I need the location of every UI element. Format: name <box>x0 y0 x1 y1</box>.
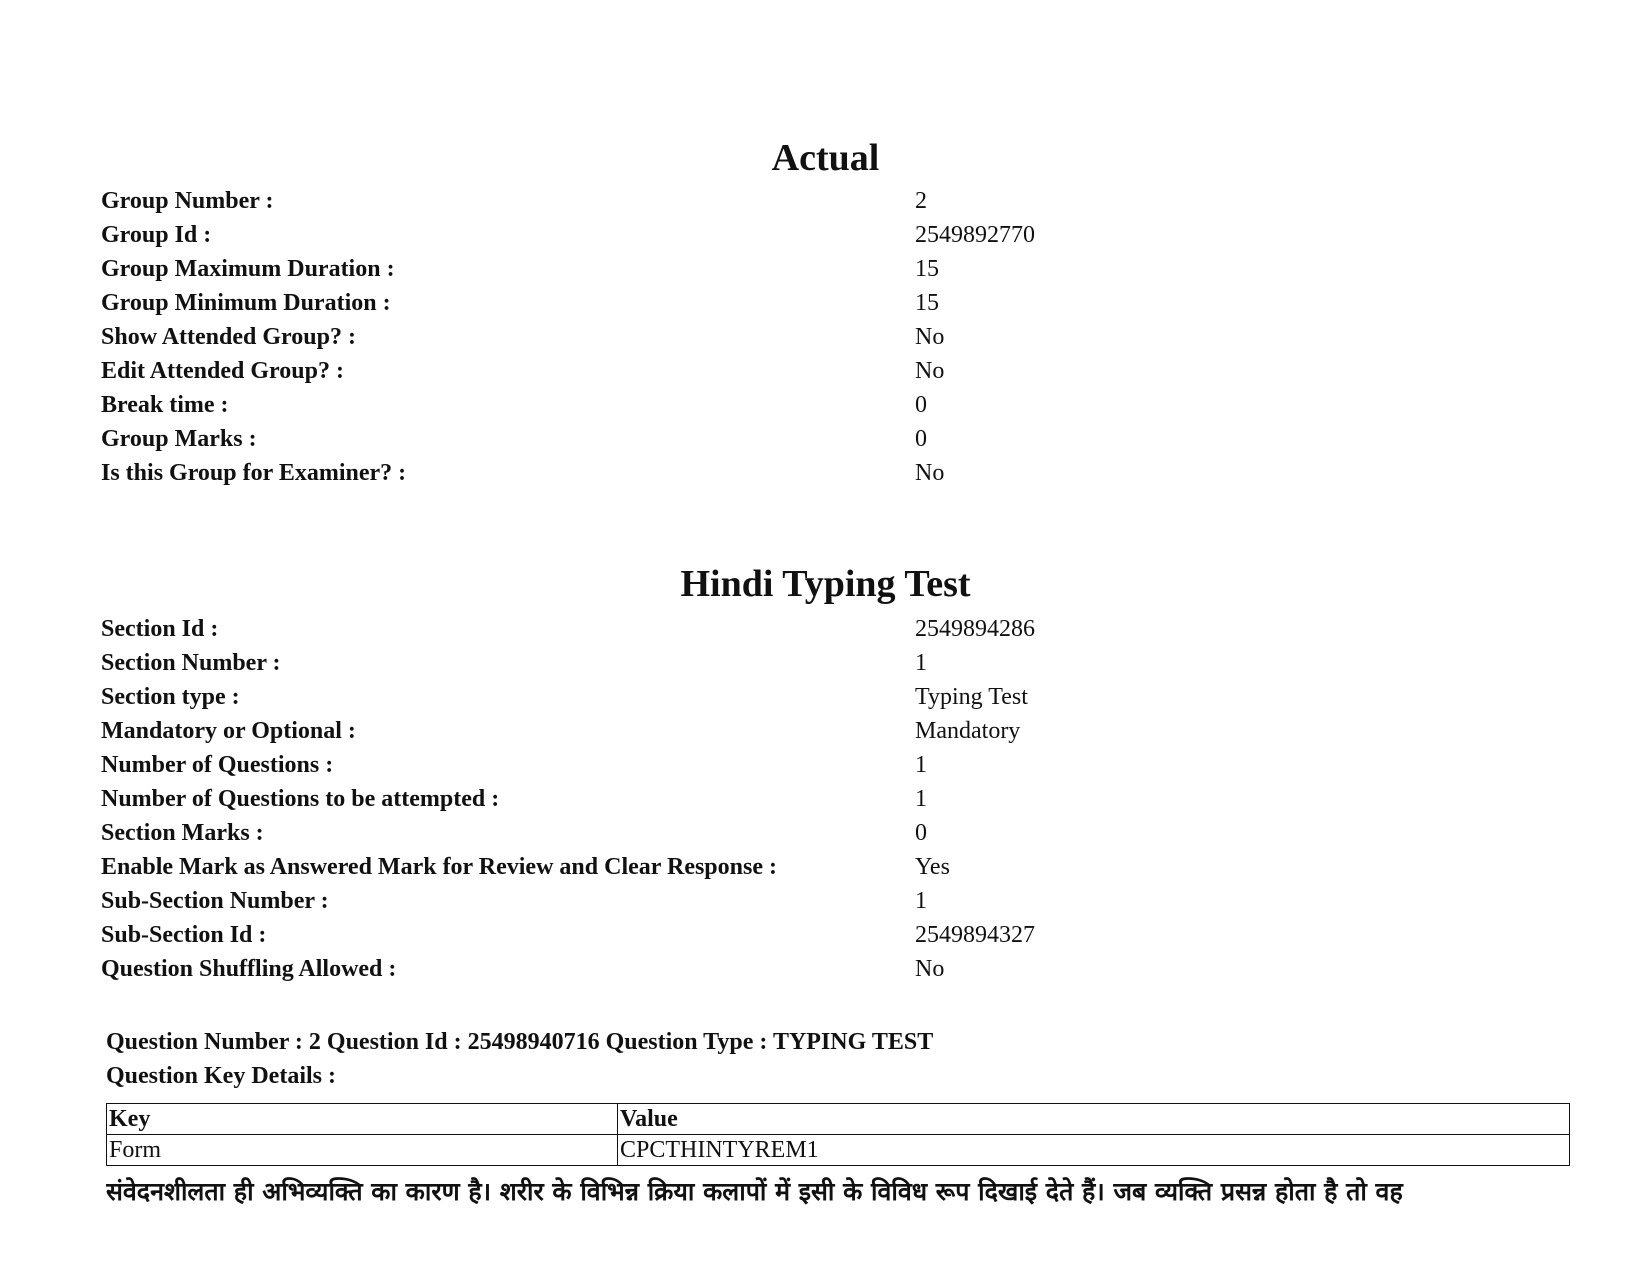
show-attended-group-row <box>101 320 1551 354</box>
group-number-row <box>101 184 1551 218</box>
break-time-row <box>101 388 1551 422</box>
row-label: Section Marks : <box>101 820 264 846</box>
row-label: Group Id : <box>101 222 212 248</box>
row-value: No <box>915 358 945 384</box>
row-value: 2549892770 <box>915 222 1035 248</box>
table-cell-value: CPCTHINTYREM1 <box>618 1135 1570 1166</box>
table-cell-key: Form <box>107 1135 618 1166</box>
row-label: Break time : <box>101 392 229 418</box>
row-value: No <box>915 324 945 350</box>
section-number-row <box>101 646 1551 680</box>
row-label: Group Maximum Duration : <box>101 256 395 282</box>
row-label: Number of Questions to be attempted : <box>101 786 500 812</box>
group-marks-row <box>101 422 1551 456</box>
sub-section-id-row <box>101 918 1551 952</box>
edit-attended-group-row <box>101 354 1551 388</box>
row-label: Is this Group for Examiner? : <box>101 460 407 486</box>
row-label: Section Number : <box>101 650 281 676</box>
row-value: 15 <box>915 256 939 282</box>
mandatory-optional-row <box>101 714 1551 748</box>
typing-passage-text: संवेदनशीलता ही अभिव्यक्ति का कारण है। शरीर के विभिन्न क्रिया कलापों में इसी के विविध रूप दिखाई देते हैं। जब व्यक्ति प्रसन्न होता है तो वह <box>106 1177 1403 1206</box>
row-label: Number of Questions : <box>101 752 334 778</box>
row-label: Mandatory or Optional : <box>101 718 356 744</box>
group-min-duration-row <box>101 286 1551 320</box>
row-value: 2549894286 <box>915 616 1035 642</box>
row-value: Yes <box>915 854 950 880</box>
sub-section-number-row <box>101 884 1551 918</box>
section-type-row <box>101 680 1551 714</box>
section-id-row <box>101 612 1551 646</box>
row-value: No <box>915 956 945 982</box>
enable-mark-answered-row <box>101 850 1551 884</box>
table-header-row <box>107 1104 1570 1135</box>
row-value: 2 <box>915 188 927 214</box>
row-label: Sub-Section Id : <box>101 922 267 948</box>
section-marks-row <box>101 816 1551 850</box>
column-header-value: Value <box>618 1104 1570 1135</box>
row-value: 0 <box>915 392 927 418</box>
column-header-key: Key <box>107 1104 618 1135</box>
row-value: 2549894327 <box>915 922 1035 948</box>
row-label: Section Id : <box>101 616 219 642</box>
row-value: 15 <box>915 290 939 316</box>
question-key-details-label: Question Key Details : <box>106 1063 336 1089</box>
row-value: 1 <box>915 650 927 676</box>
group-max-duration-row <box>101 252 1551 286</box>
row-label: Enable Mark as Answered Mark for Review and Clear Response : <box>101 854 777 880</box>
row-label: Question Shuffling Allowed : <box>101 956 397 982</box>
question-header: Question Number : 2 Question Id : 25498940716 Question Type : TYPING TEST <box>106 1029 934 1055</box>
section-heading: Hindi Typing Test <box>680 563 971 605</box>
question-key-table <box>106 1103 1570 1166</box>
row-value: 1 <box>915 786 927 812</box>
row-label: Group Marks : <box>101 426 257 452</box>
row-label: Group Minimum Duration : <box>101 290 391 316</box>
row-value: 0 <box>915 820 927 846</box>
number-of-questions-row <box>101 748 1551 782</box>
row-label: Show Attended Group? : <box>101 324 356 350</box>
questions-to-attempt-row <box>101 782 1551 816</box>
row-value: Typing Test <box>915 684 1028 710</box>
row-value: Mandatory <box>915 718 1021 744</box>
row-label: Group Number : <box>101 188 274 214</box>
group-for-examiner-row <box>101 456 1551 490</box>
table-row <box>107 1135 1570 1166</box>
row-value: 0 <box>915 426 927 452</box>
question-shuffling-row <box>101 952 1551 986</box>
row-label: Sub-Section Number : <box>101 888 329 914</box>
group-id-row <box>101 218 1551 252</box>
row-value: No <box>915 460 945 486</box>
row-value: 1 <box>915 888 927 914</box>
row-label: Edit Attended Group? : <box>101 358 344 384</box>
row-label: Section type : <box>101 684 240 710</box>
group-heading: Actual <box>771 137 880 179</box>
row-value: 1 <box>915 752 927 778</box>
